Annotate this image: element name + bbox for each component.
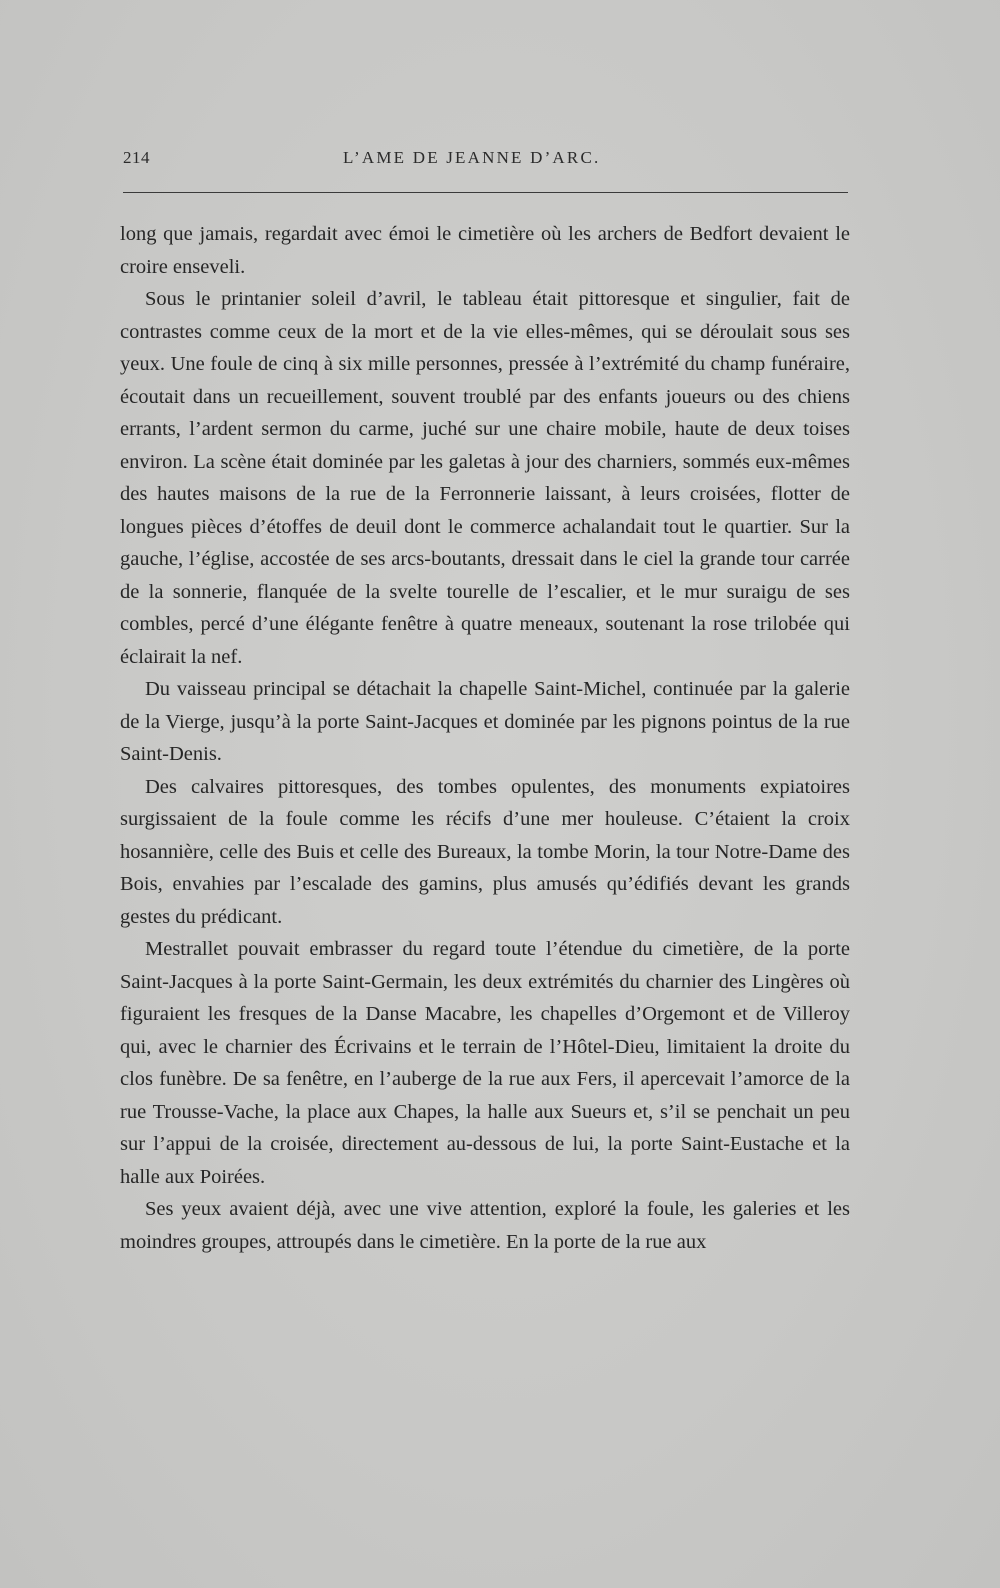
paragraph: Mestrallet pouvait embrasser du regard toute l’étendue du cimetière, de la porte Saint-Jacques à la porte Saint-Germain, les deux extrémités du charnier des Lingères où figuraient les fresques de la Danse Macabre, les chapelles d’Orgemont et de Villeroy qui, avec le charnier des Écrivains et le terrain de l’Hôtel-Dieu, limitaient la droite du clos funèbre. De sa fenêtre, en l’auberge de la rue aux Fers, il apercevait l’amorce de la rue Trousse-Vache, la place aux Chapes, la halle aux Sueurs et, s’il se penchait un peu sur l’appui de la croisée, directement au-dessous de lui, la porte Saint-Eustache et la halle aux Poirées. xyxy=(120,938,850,1188)
running-title: L’AME DE JEANNE D’ARC. xyxy=(343,148,601,167)
paragraph: Des calvaires pittoresques, des tombes opulentes, des monuments expiatoires surgissaient de la foule comme les récifs d’une mer houleuse. C’étaient la croix hosannière, celle des Buis et celle des Bureaux, la tombe Morin, la tour Notre-Dame des Bois, envahies par l’escalade des gamins, plus amusés qu’édifiés devant les grands gestes du prédicant. xyxy=(120,775,850,928)
paragraph: Ses yeux avaient déjà, avec une vive attention, exploré la foule, les galeries et les moindres groupes, attroupés dans le cimetière. En la porte de la rue aux xyxy=(120,1198,850,1253)
page-number: 214 xyxy=(123,148,150,167)
body-text xyxy=(120,218,850,1258)
running-head xyxy=(123,148,848,178)
paragraph: long que jamais, regardait avec émoi le cimetière où les archers de Bedfort devaient le croire enseveli. xyxy=(120,223,850,278)
paragraph: Sous le printanier soleil d’avril, le tableau était pittoresque et singulier, fait de contrastes comme ceux de la mort et de la vie elles-mêmes, qui se déroulait sous ses yeux. Une foule de cinq à six mille personnes, pressée à l’extrémité du champ funéraire, écoutait dans un recueillement, souvent troublé par des enfants joueurs ou des chiens errants, l’ardent sermon du carme, juché sur une chaire mobile, haute de deux toises environ. La scène était dominée par les galetas à jour des charniers, sommés eux-mêmes des hautes maisons de la rue de la Ferronnerie laissant, à leurs croisées, flotter de longues pièces d’étoffes de deuil dont le commerce achalandait tout le quartier. Sur la gauche, l’église, accostée de ses arcs-boutants, dressait dans le ciel la grande tour carrée de la sonnerie, flanquée de la svelte tourelle de l’escalier, et le mur suraigu de ses combles, percé d’une élégante fenêtre à quatre meneaux, soutenant la rose trilobée qui éclairait la nef. xyxy=(120,288,850,668)
header-rule xyxy=(123,192,848,193)
paragraph: Du vaisseau principal se détachait la chapelle Saint-Michel, continuée par la galerie de la Vierge, jusqu’à la porte Saint-Jacques et dominée par les pignons pointus de la rue Saint-Denis. xyxy=(120,678,850,765)
